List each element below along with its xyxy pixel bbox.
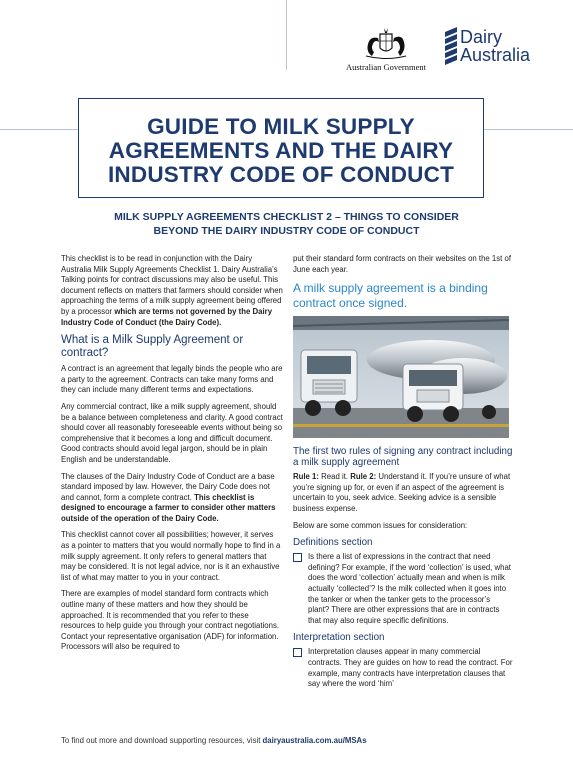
section-heading-interpretation: Interpretation section [293,632,385,644]
rule-2-label: Rule 2: [350,472,377,482]
dairy-word: Dairy [460,27,503,47]
title-line-2: AGREEMENTS AND THE DAIRY [108,138,454,163]
checklist-subtitle [60,210,513,238]
gov-label: Australian Government [345,62,427,72]
paragraph-model-contracts: There are examples of model standard form contracts which outline many of these matters and how they should be approached. It is recommended that you refer to these resources to help guide you through your contract negotiations. Contact your representative organisation (ADF) for information. Processors will also be required to [61,589,280,652]
paragraph-dairy-code [61,472,283,525]
intro-bold: which are terms not governed by the Dairy Industry Code of Conduct (the Dairy Code). [61,306,273,327]
paragraph-possibilities: This checklist cannot cover all possibilities; however, it serves as a pointer to matters that you would normally hope to find in a milk supply agreement. It only refers to general matters that may be considered. It is not legal advice, nor is it an exhaustive list of what may matter to you in your contract. [61,530,281,582]
dairy-australia-wordmark [460,28,530,64]
dairy-australia-logo-mark-icon [442,24,460,68]
paragraph-standard-forms: put their standard form contracts on their websites on the 1st of June each year. [293,254,511,274]
dairy-code-text: The clauses of the Dairy Industry Code of Conduct are a base standard imposed by law. However, the Dairy Code does not and cannot, form a complete contract. [61,471,275,502]
section-heading-definitions: Definitions section [293,537,373,549]
title-box [78,98,484,198]
header-divider-vertical [286,0,287,70]
checkbox-icon[interactable] [293,553,302,562]
paragraph-common-issues: Below are some common issues for consideration: [293,520,468,530]
subtitle-line-2: BEYOND THE DAIRY INDUSTRY CODE OF CONDUCT [153,225,420,237]
definitions-text: Is there a list of expressions in the contract that need defining? For example, if the word ‘collection’ is used, what does the word ‘collection’ actually mean and when is milk actually ‘collected’? Is the milk collected when it goes into the tanker or when the tanker gets to the processor’s plant? There are other expressions that are in contracts that may also require specific definitions. [308,552,511,625]
subtitle-line-1: MILK SUPPLY AGREEMENTS CHECKLIST 2 – THINGS TO CONSIDER [114,211,459,223]
section-heading-rules: The first two rules of signing any contract including a milk supply agreement [293,446,513,469]
milk-tanker-trucks-photo [293,316,509,438]
checkbox-icon[interactable] [293,648,302,657]
paragraph-rules [293,472,513,514]
right-column [293,254,513,696]
rule-2-text: Understand it. If you’re unsure of what you’re signing up for, or even if an aspect of the agreement is uncertain to you, seek advice. Seeking advice is a sensible business expense. [293,472,511,513]
rule-1-text: Read it. [319,472,351,482]
australia-word: Australia [460,45,531,65]
intro-paragraph [61,254,283,328]
milk-tanker-photo-graphic [293,316,509,438]
title-line-1: GUIDE TO MILK SUPPLY [147,114,415,139]
rule-1-label: Rule 1: [293,472,319,482]
australian-government-logo [338,26,434,72]
footer-text: To find out more and download supporting resources, visit [61,736,263,745]
checklist-item-definitions [293,552,513,626]
title-line-3: INDUSTRY CODE OF CONDUCT [107,162,455,187]
interpretation-text: Interpretation clauses appear in many commercial contracts. They are guides on how to read the contract. For example, many contracts have interpretation clauses that say where the word ‘him’ [308,647,513,689]
checklist-item-interpretation [293,647,513,689]
left-column [61,254,283,659]
coat-of-arms-icon [358,26,414,60]
footer-link[interactable]: dairyaustralia.com.au/MSAs [262,736,367,745]
callout-binding-contract: A milk supply agreement is a binding contract once signed. [293,281,488,310]
intro-text: This checklist is to be read in conjunction with the Dairy Australia Milk Supply Agreements Checklist 1. Dairy Australia’s Talking points for contract discussions may also be useful. This document reflects on matters that farmers should consider when approaching the terms of a milk supply agreement being offered by a processor [61,254,283,316]
page-title [79,115,483,187]
dairy-code-bold: This checklist is designed to encourage a farmer to consider other matters outside of the operation of the Dairy Code. [61,492,276,523]
paragraph-commercial-contract: Any commercial contract, like a milk supply agreement, should be a balance between completeness and clarity. A good contract should cover all reasonably foreseeable events without being so comprehensive that it becomes a long and difficult document. Good contracts should avoid legal jargon, should be in plain English and be understandable. [61,401,283,464]
section-heading-what-is: What is a Milk Supply Agreement or contract? [61,334,244,360]
paragraph-contract-definition: A contract is an agreement that legally binds the people who are a party to the agreement. Contracts can take many forms and they can include many different terms and expectations. [61,364,283,395]
footer [61,736,367,745]
